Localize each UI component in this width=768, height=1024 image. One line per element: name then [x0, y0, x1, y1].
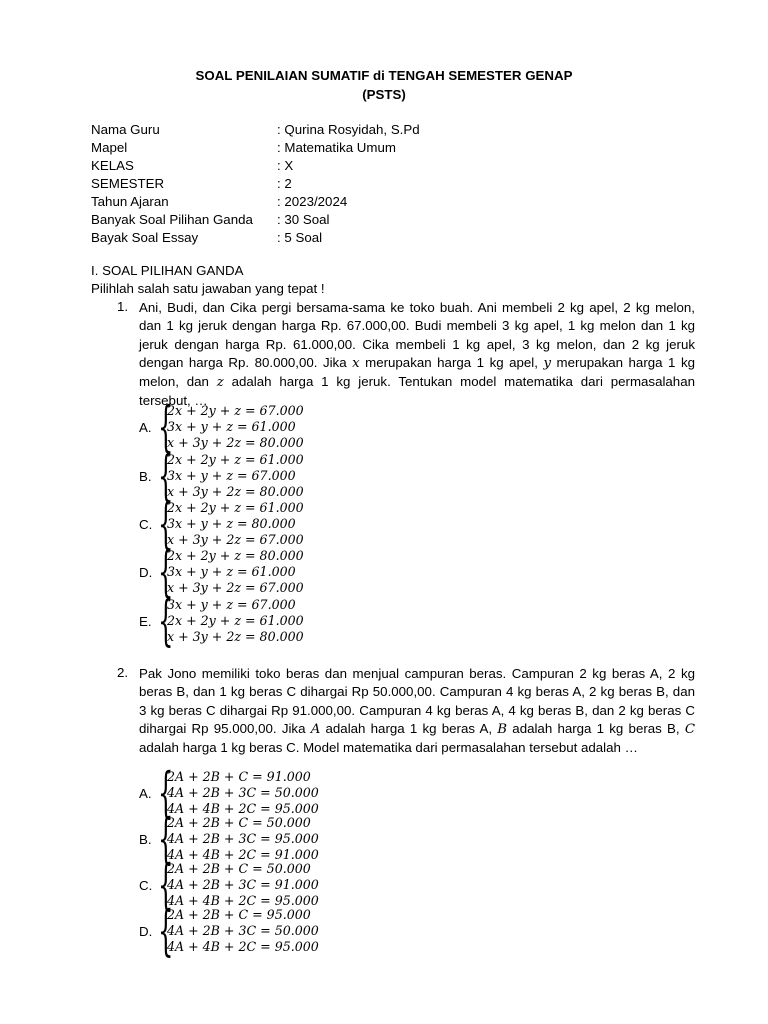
option-letter: A.: [139, 420, 152, 435]
info-row: [91, 121, 420, 139]
math-variable: z: [216, 375, 224, 391]
option-letter: C.: [139, 878, 153, 893]
equation-system: [167, 403, 304, 451]
equation: 3x + y + z = 80.000: [167, 516, 296, 531]
option-letter: D.: [139, 565, 153, 580]
math-variable: C: [684, 721, 695, 737]
equation: 4A + 2B + 3C = 50.000: [167, 923, 319, 938]
brace-symbol: {: [158, 899, 174, 962]
equation: 4A + 4B + 2C = 91.000: [167, 847, 319, 862]
equation: 4A + 2B + 3C = 95.000: [167, 831, 319, 846]
info-value: : 2: [277, 176, 292, 191]
equation: 3x + y + z = 61.000: [167, 564, 296, 579]
brace-symbol: {: [158, 761, 174, 824]
equation: x + 3y + 2z = 80.000: [167, 484, 304, 499]
equation: 2x + 2y + z = 67.000: [167, 403, 304, 418]
info-label: Nama Guru: [91, 122, 160, 137]
equation: x + 3y + 2z = 80.000: [167, 435, 304, 450]
equation-system: [167, 815, 319, 863]
equation-system: [167, 769, 319, 817]
info-row: [91, 229, 420, 247]
math-variable: A: [310, 721, 321, 737]
question-text-part: adalah harga 1 kg beras B,: [507, 720, 685, 736]
info-row: [91, 139, 420, 157]
info-table: [91, 121, 420, 247]
brace-symbol: {: [158, 444, 174, 507]
math-variable: B: [497, 721, 508, 737]
option-letter: B.: [139, 469, 152, 484]
question-text-part: adalah harga 1 kg beras C. Model matematika dari permasalahan tersebut adalah …: [139, 740, 638, 756]
question-text-part: adalah harga 1 kg beras A,: [320, 720, 498, 736]
info-value: : 2023/2024: [277, 194, 348, 209]
info-label: Mapel: [91, 140, 128, 155]
question-text: [139, 665, 695, 757]
info-label: Bayak Soal Essay: [91, 230, 199, 245]
equation: 2x + 2y + z = 61.000: [167, 500, 304, 515]
info-label: SEMESTER: [91, 176, 165, 191]
document-title: SOAL PENILAIAN SUMATIF di TENGAH SEMESTER GENAP: [195, 68, 573, 83]
equation-system: [167, 500, 304, 548]
equation: 2A + 2B + C = 50.000: [167, 861, 311, 876]
equation: 2x + 2y + z = 80.000: [167, 548, 304, 563]
info-label: Tahun Ajaran: [91, 194, 169, 209]
section-heading: I. SOAL PILIHAN GANDA: [91, 263, 244, 278]
equation: x + 3y + 2z = 80.000: [167, 629, 304, 644]
brace-symbol: {: [158, 492, 174, 555]
info-value: : 5 Soal: [277, 230, 323, 245]
equation: 2A + 2B + C = 50.000: [167, 815, 311, 830]
info-value: : X: [277, 158, 294, 173]
question-text-part: merupakan harga 1 kg melon, dan: [139, 354, 695, 390]
question-text-part: merupakan harga 1 kg apel,: [359, 354, 544, 370]
equation: x + 3y + 2z = 67.000: [167, 532, 304, 547]
question-text-part: Pak Jono memiliki toko beras dan menjual campuran beras. Campuran 2 kg beras A, 2 kg beras B, dan 1 kg beras C dihargai Rp 50.000,00. Campuran 4 kg beras A, 2 kg beras B, dan 3 kg beras C dihargai Rp 91.000,00. Campuran 4 kg beras A, 4 kg beras B, dan 2 kg beras C dihargai Rp 95.000,00. Jika: [139, 666, 695, 736]
equation-system: [167, 861, 319, 909]
equation: 3x + y + z = 67.000: [167, 468, 296, 483]
equation-system: [167, 907, 319, 955]
question-text-part: adalah harga 1 kg jeruk. Tentukan model matematika dari permasalahan tersebut, …: [139, 374, 695, 409]
equation: x + 3y + 2z = 67.000: [167, 580, 304, 595]
equation-system: [167, 548, 304, 596]
question-number: 2.: [117, 665, 129, 680]
info-row: [91, 175, 420, 193]
brace-symbol: {: [158, 589, 174, 652]
equation-system: [167, 597, 304, 645]
option-letter: E.: [139, 614, 152, 629]
equation: 4A + 4B + 2C = 95.000: [167, 939, 319, 954]
equation: 4A + 2B + 3C = 91.000: [167, 877, 319, 892]
equation: 3x + y + z = 67.000: [167, 597, 296, 612]
equation: 2A + 2B + C = 91.000: [167, 769, 311, 784]
equation-system: [167, 452, 304, 500]
brace-symbol: {: [158, 807, 174, 870]
equation: 4A + 4B + 2C = 95.000: [167, 893, 319, 908]
math-variable: x: [352, 355, 360, 371]
question-text-part: Ani, Budi, dan Cika pergi bersama-sama ke toko buah. Ani membeli 2 kg apel, 2 kg melon, dan 1 kg jeruk dengan harga Rp. 67.000,00. Budi membeli 3 kg apel, 1 kg melon dan 1 kg jeruk dengan harga Rp. 61.000,00. Cika membeli 1 kg apel, 3 kg melon, dan 2 kg jeruk dengan harga Rp. 80.000,00. Jika: [139, 300, 695, 370]
info-value: : Qurina Rosyidah, S.Pd: [277, 122, 420, 137]
option-letter: D.: [139, 924, 153, 939]
brace-symbol: {: [158, 853, 174, 916]
brace-symbol: {: [158, 540, 174, 603]
math-variable: y: [543, 355, 551, 371]
equation: 2A + 2B + C = 95.000: [167, 907, 311, 922]
option-letter: B.: [139, 832, 152, 847]
brace-symbol: {: [158, 395, 174, 458]
question-number: 1.: [117, 299, 129, 314]
info-row: [91, 211, 420, 229]
section-instruction: Pilihlah salah satu jawaban yang tepat !: [91, 281, 325, 296]
equation: 2x + 2y + z = 61.000: [167, 452, 304, 467]
equation: 4A + 4B + 2C = 95.000: [167, 801, 319, 816]
equation: 4A + 2B + 3C = 50.000: [167, 785, 319, 800]
info-label: KELAS: [91, 158, 134, 173]
option-letter: C.: [139, 517, 153, 532]
info-row: [91, 193, 420, 211]
document-subtitle: (PSTS): [362, 87, 406, 102]
equation: 2x + 2y + z = 61.000: [167, 613, 304, 628]
info-value: : 30 Soal: [277, 212, 330, 227]
equation: 3x + y + z = 61.000: [167, 419, 296, 434]
option-letter: A.: [139, 786, 152, 801]
info-row: [91, 157, 420, 175]
info-value: : Matematika Umum: [277, 140, 396, 155]
question-text: [139, 299, 695, 411]
info-label: Banyak Soal Pilihan Ganda: [91, 212, 253, 227]
